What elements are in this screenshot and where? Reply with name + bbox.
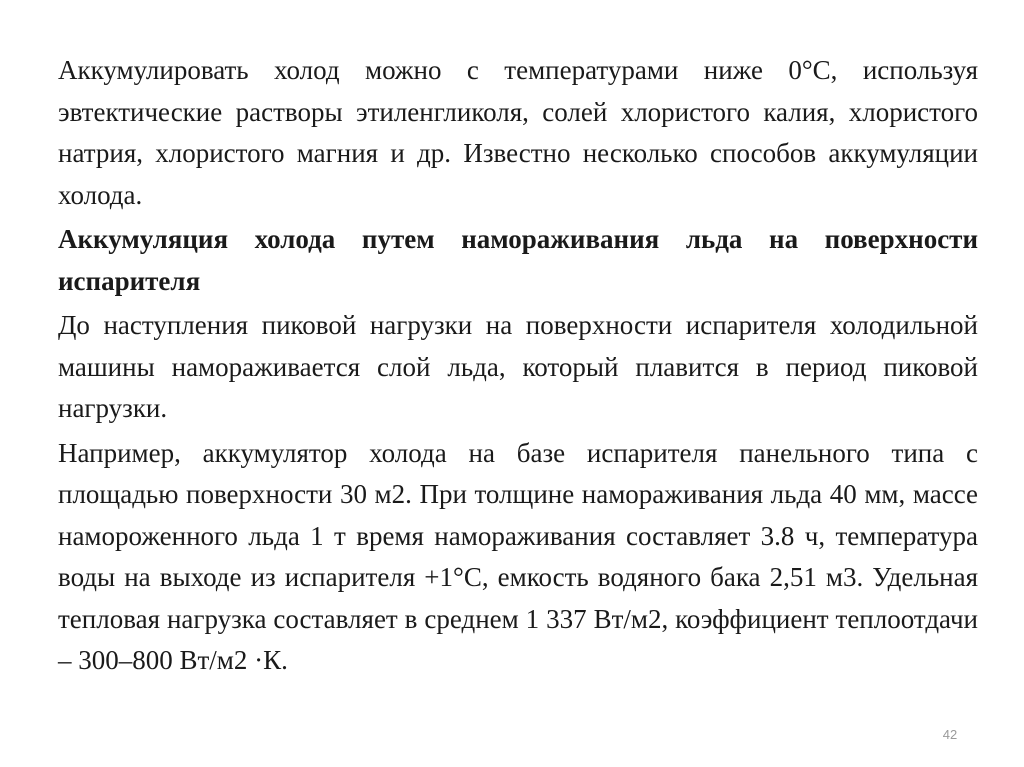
intro-paragraph: Аккумулировать холод можно с температурами ниже 0°С, используя эвтектические растворы этиленгликоля, солей хлористого калия, хлористого натрия, хлористого магния и др. Известно несколько способов аккумуляции холода. (58, 55, 978, 210)
example-paragraph: Например, аккумулятор холода на базе испарителя панельного типа с площадью поверхности 30 м2. При толщине намораживания льда 40 мм, массе намороженного льда 1 т время намораживания составляет 3.8 ч, температура воды на выходе из испарителя +1°С, емкость водяного бака 2,51 м3. Удельная тепловая нагрузка составляет в среднем 1 337 Вт/м2, коэффициент теплоотдачи – 300–800 Вт/м2 ·К. (58, 437, 978, 675)
page-number: 42 (942, 727, 958, 742)
description-paragraph: До наступления пиковой нагрузки на поверхности испарителя холодильной машины намораживается слой льда, который плавится в период пиковой нагрузки. (58, 310, 978, 423)
section-heading: Аккумуляция холода путем намораживания льда на поверхности испарителя (58, 224, 978, 296)
slide-body (58, 50, 978, 685)
